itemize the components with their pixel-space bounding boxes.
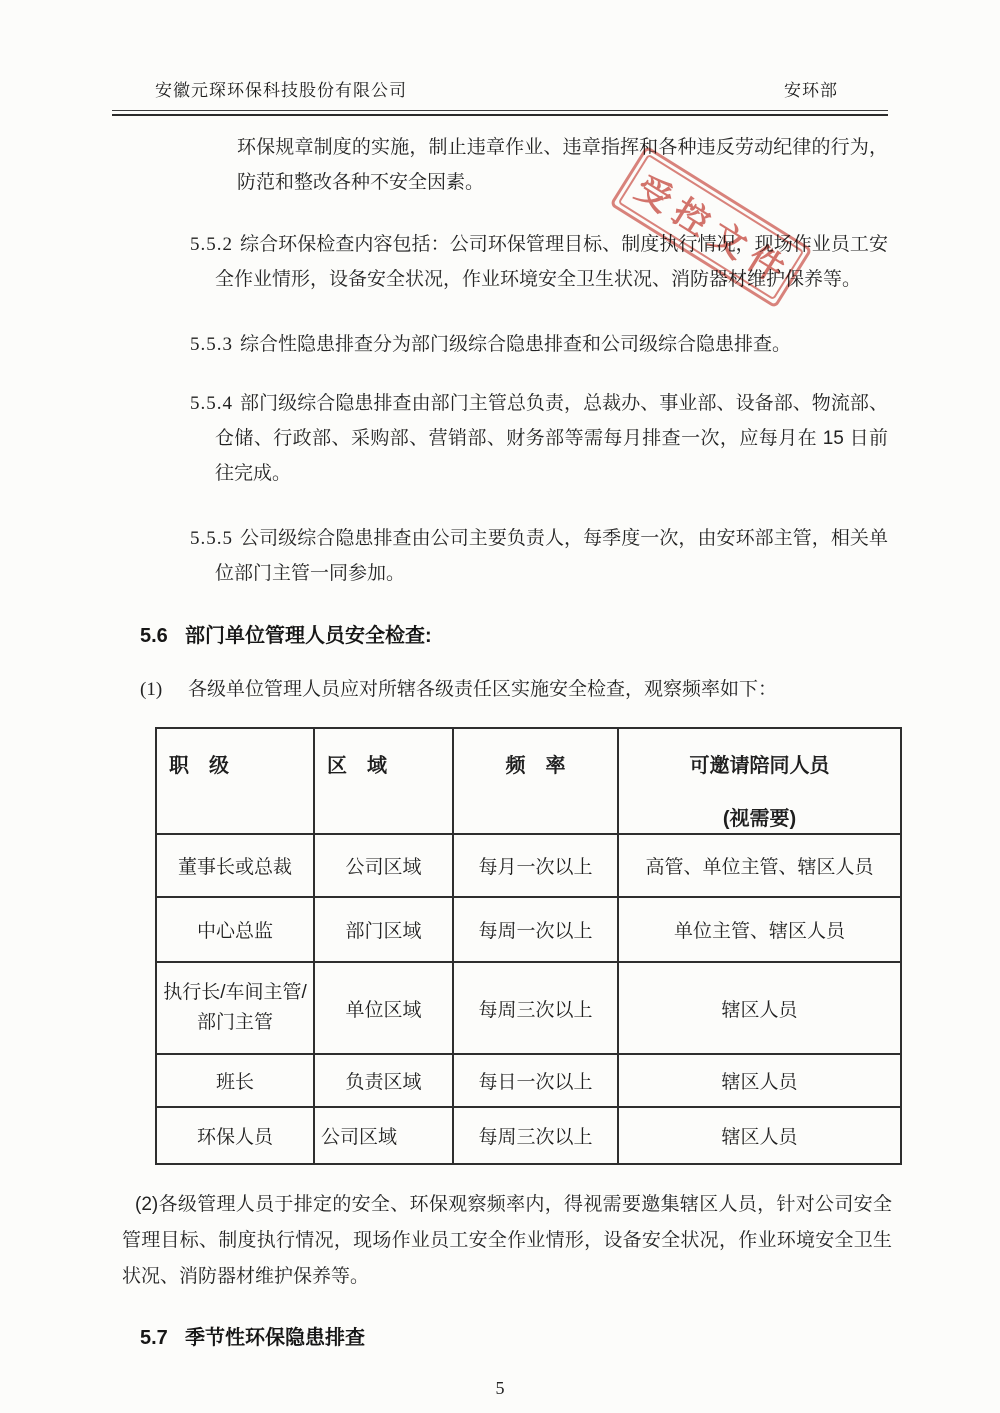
section-title: 部门单位管理人员安全检查: xyxy=(185,625,432,647)
cell-companions: 辖区人员 xyxy=(618,962,901,1054)
department-name: 安环部 xyxy=(784,81,838,100)
section-title: 季节性环保隐患排查 xyxy=(185,1327,365,1349)
clause-5-5-4 xyxy=(0,386,888,491)
cell-companions: 辖区人员 xyxy=(618,1107,901,1164)
list-item-1 xyxy=(0,672,888,707)
section-number: 5.6 xyxy=(140,625,168,647)
cell-companions: 辖区人员 xyxy=(618,1054,901,1107)
cell-frequency: 每周一次以上 xyxy=(453,897,618,962)
list-text: 各级单位管理人员应对所辖各级责任区实施安全检查，观察频率如下： xyxy=(188,679,778,700)
clause-text: 综合性隐患排查分为部门级综合隐患排查和公司级综合隐患排查。 xyxy=(240,334,792,355)
intro-paragraph: 环保规章制度的实施，制止违章作业、违章指挥和各种违反劳动纪律的行为，防范和整改各种不安全因素。 xyxy=(237,137,888,193)
clause-5-5-5 xyxy=(0,521,888,591)
table-row xyxy=(156,834,901,897)
cell-area: 负责区域 xyxy=(314,1054,453,1107)
cell-frequency: 每日一次以上 xyxy=(453,1054,618,1107)
header-companions-line2: (视需要) xyxy=(722,808,797,830)
clause-number: 5.5.3 xyxy=(190,334,233,355)
clause-number: 5.5.2 xyxy=(190,234,233,255)
clause-number: 5.5.4 xyxy=(190,393,233,414)
cell-rank: 董事长或总裁 xyxy=(156,834,314,897)
clause-text: 部门级综合隐患排查由部门主管总负责，总裁办、事业部、设备部、物流部、仓储、行政部、采购部、营销部、财务部等需每月排查一次，应每月在 15 日前往完成。 xyxy=(215,393,888,484)
company-name: 安徽元琛环保科技股份有限公司 xyxy=(155,81,407,100)
cell-rank: 班长 xyxy=(156,1054,314,1107)
cell-area: 公司区域 xyxy=(314,1107,453,1164)
list-marker: (1) xyxy=(140,679,163,700)
section-number: 5.7 xyxy=(140,1327,168,1349)
cell-frequency: 每月一次以上 xyxy=(453,834,618,897)
cell-rank: 执行长/车间主管/部门主管 xyxy=(156,962,314,1054)
cell-companions: 单位主管、辖区人员 xyxy=(618,897,901,962)
table-row xyxy=(156,1054,901,1107)
clause-5-5-2 xyxy=(0,227,888,297)
clause-text: 公司级综合隐患排查由公司主要负责人，每季度一次，由安环部主管，相关单位部门主管一同参加。 xyxy=(215,528,888,584)
header-cell-area: 区 域 xyxy=(314,728,453,834)
cell-companions: 高管、单位主管、辖区人员 xyxy=(618,834,901,897)
cell-area: 部门区域 xyxy=(314,897,453,962)
stamp-text: 受控文件 xyxy=(628,168,799,295)
header-cell-companions xyxy=(618,728,901,834)
observation-frequency-table xyxy=(155,727,902,1165)
page-number: 5 xyxy=(495,1378,505,1398)
header-rule xyxy=(112,110,888,116)
page-header xyxy=(112,76,888,101)
section-heading-5-7 xyxy=(140,1321,888,1350)
clause-number: 5.5.5 xyxy=(190,528,233,549)
cell-area: 单位区域 xyxy=(314,962,453,1054)
cell-frequency: 每周三次以上 xyxy=(453,1107,618,1164)
clause-5-5-3 xyxy=(0,327,888,362)
table-row xyxy=(156,1107,901,1164)
header-cell-rank: 职 级 xyxy=(156,728,314,834)
table-row xyxy=(156,897,901,962)
header-companions-line1: 可邀请陪同人员 xyxy=(689,755,830,777)
cell-rank: 中心总监 xyxy=(156,897,314,962)
paragraph-2: (2)各级管理人员于排定的安全、环保观察频率内，得视需要邀集辖区人员，针对公司安全管理目标、制度执行情况，现场作业员工安全作业情形，设备安全状况，作业环境安全卫生状况、消防器材维护保养等。 xyxy=(122,1194,892,1287)
cell-area: 公司区域 xyxy=(314,834,453,897)
table-row xyxy=(156,962,901,1054)
header-cell-frequency: 频 率 xyxy=(453,728,618,834)
cell-rank: 环保人员 xyxy=(156,1107,314,1164)
cell-frequency: 每周三次以上 xyxy=(453,962,618,1054)
section-heading-5-6 xyxy=(140,619,888,648)
clause-text: 综合环保检查内容包括：公司环保管理目标、制度执行情况，现场作业员工安全作业情形，设备安全状况，作业环境安全卫生状况、消防器材维护保养等。 xyxy=(215,234,888,290)
table-header-row xyxy=(156,728,901,834)
